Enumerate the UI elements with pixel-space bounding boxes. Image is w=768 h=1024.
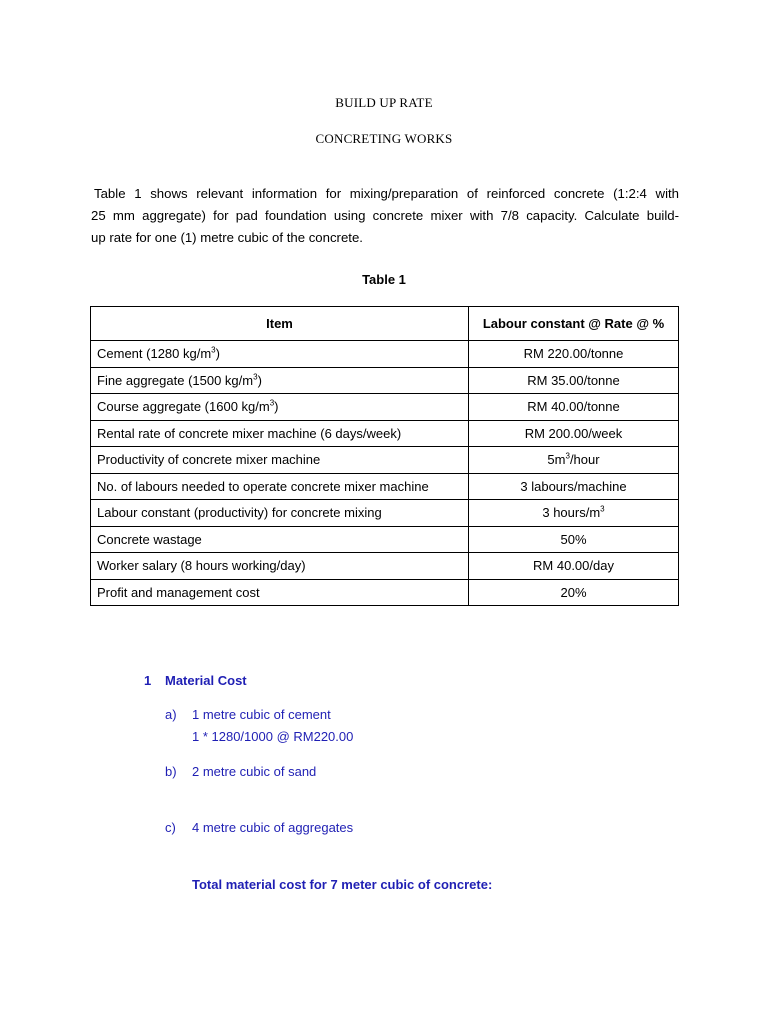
item-superscript: 3 [211,345,216,355]
table-header-row [91,307,679,341]
cell-item [91,341,469,368]
table-row [91,367,679,394]
table-row [91,579,679,606]
item-text-tail: ) [215,346,220,362]
intro-line: 25 mm aggregate) for pad foundation using concrete mixer with 7/8 capacity. Calculate build- [91,208,679,223]
table-row [91,394,679,421]
rate-text: 5m [547,452,566,468]
table-row [91,526,679,553]
cell-rate [469,341,679,368]
cell-item [91,553,469,580]
item-b-label: b) [165,764,177,779]
item-text: Labour constant (productivity) for concrete mixing [97,505,382,521]
cell-rate [469,394,679,421]
cell-item [91,367,469,394]
table-row [91,500,679,527]
section-number: 1 [144,673,152,688]
cell-item [91,500,469,527]
table-caption: Table 1 [362,272,406,287]
table-row [91,420,679,447]
item-text: Productivity of concrete mixer machine [97,452,321,468]
item-text: No. of labours needed to operate concrete mixer machine [97,478,429,494]
rate-text: 3 hours/m [542,505,601,521]
intro-line: up rate for one (1) metre cubic of the concrete. [91,230,363,245]
rate-text: RM 35.00/tonne [527,372,620,388]
item-b-text: 2 metre cubic of sand [192,764,317,779]
item-text: Cement (1280 kg/m [97,346,212,362]
section-title: Material Cost [165,673,247,688]
header-item: Item [91,307,469,341]
table-row [91,473,679,500]
rate-text: 50% [560,531,587,547]
intro-line: Table 1 shows relevant information for mixing/preparation of reinforced concrete (1:2:4 with [94,186,679,201]
cell-item [91,394,469,421]
cell-rate [469,579,679,606]
cell-item [91,420,469,447]
cell-item [91,447,469,474]
cell-rate [469,473,679,500]
cell-rate [469,420,679,447]
item-superscript: 3 [253,372,258,382]
cell-rate [469,447,679,474]
item-a-text: 1 metre cubic of cement [192,707,331,722]
cell-item [91,579,469,606]
cell-item [91,473,469,500]
rate-text: 20% [560,584,587,600]
header-rate: Labour constant @ Rate @ % [469,307,679,341]
table-row [91,447,679,474]
item-text: Fine aggregate (1500 kg/m [97,372,254,388]
item-text-tail: ) [274,399,279,415]
cell-rate [469,500,679,527]
item-text: Rental rate of concrete mixer machine (6 days/week) [97,425,402,441]
rate-text: RM 40.00/tonne [527,399,620,415]
rate-text: RM 220.00/tonne [523,346,624,362]
item-text: Concrete wastage [97,531,202,547]
item-text: Profit and management cost [97,584,260,600]
cell-item [91,526,469,553]
rate-superscript: 3 [600,504,605,514]
rate-text: RM 200.00/week [524,425,623,441]
rate-text: 3 labours/machine [520,478,627,494]
total-material-cost: Total material cost for 7 meter cubic of concrete: [192,877,493,892]
rates-table [90,306,679,606]
doc-subtitle: CONCRETING WORKS [315,131,453,146]
rate-superscript: 3 [565,451,570,461]
item-a-label: a) [165,707,177,722]
item-text: Worker salary (8 hours working/day) [97,558,306,574]
item-c-label: c) [165,820,176,835]
cell-rate [469,526,679,553]
table-row [91,341,679,368]
item-superscript: 3 [269,398,275,408]
rate-text: RM 40.00/day [533,558,614,574]
item-text: Course aggregate (1600 kg/m [97,399,270,415]
cell-rate [469,367,679,394]
cell-rate [469,553,679,580]
intro-paragraph [91,183,679,249]
item-text-tail: ) [257,372,262,388]
doc-title: BUILD UP RATE [335,95,433,110]
item-a-calc: 1 * 1280/1000 @ RM220.00 [192,729,354,744]
table-row [91,553,679,580]
rate-text-tail: /hour [569,452,600,468]
item-c-text: 4 metre cubic of aggregates [192,820,354,835]
